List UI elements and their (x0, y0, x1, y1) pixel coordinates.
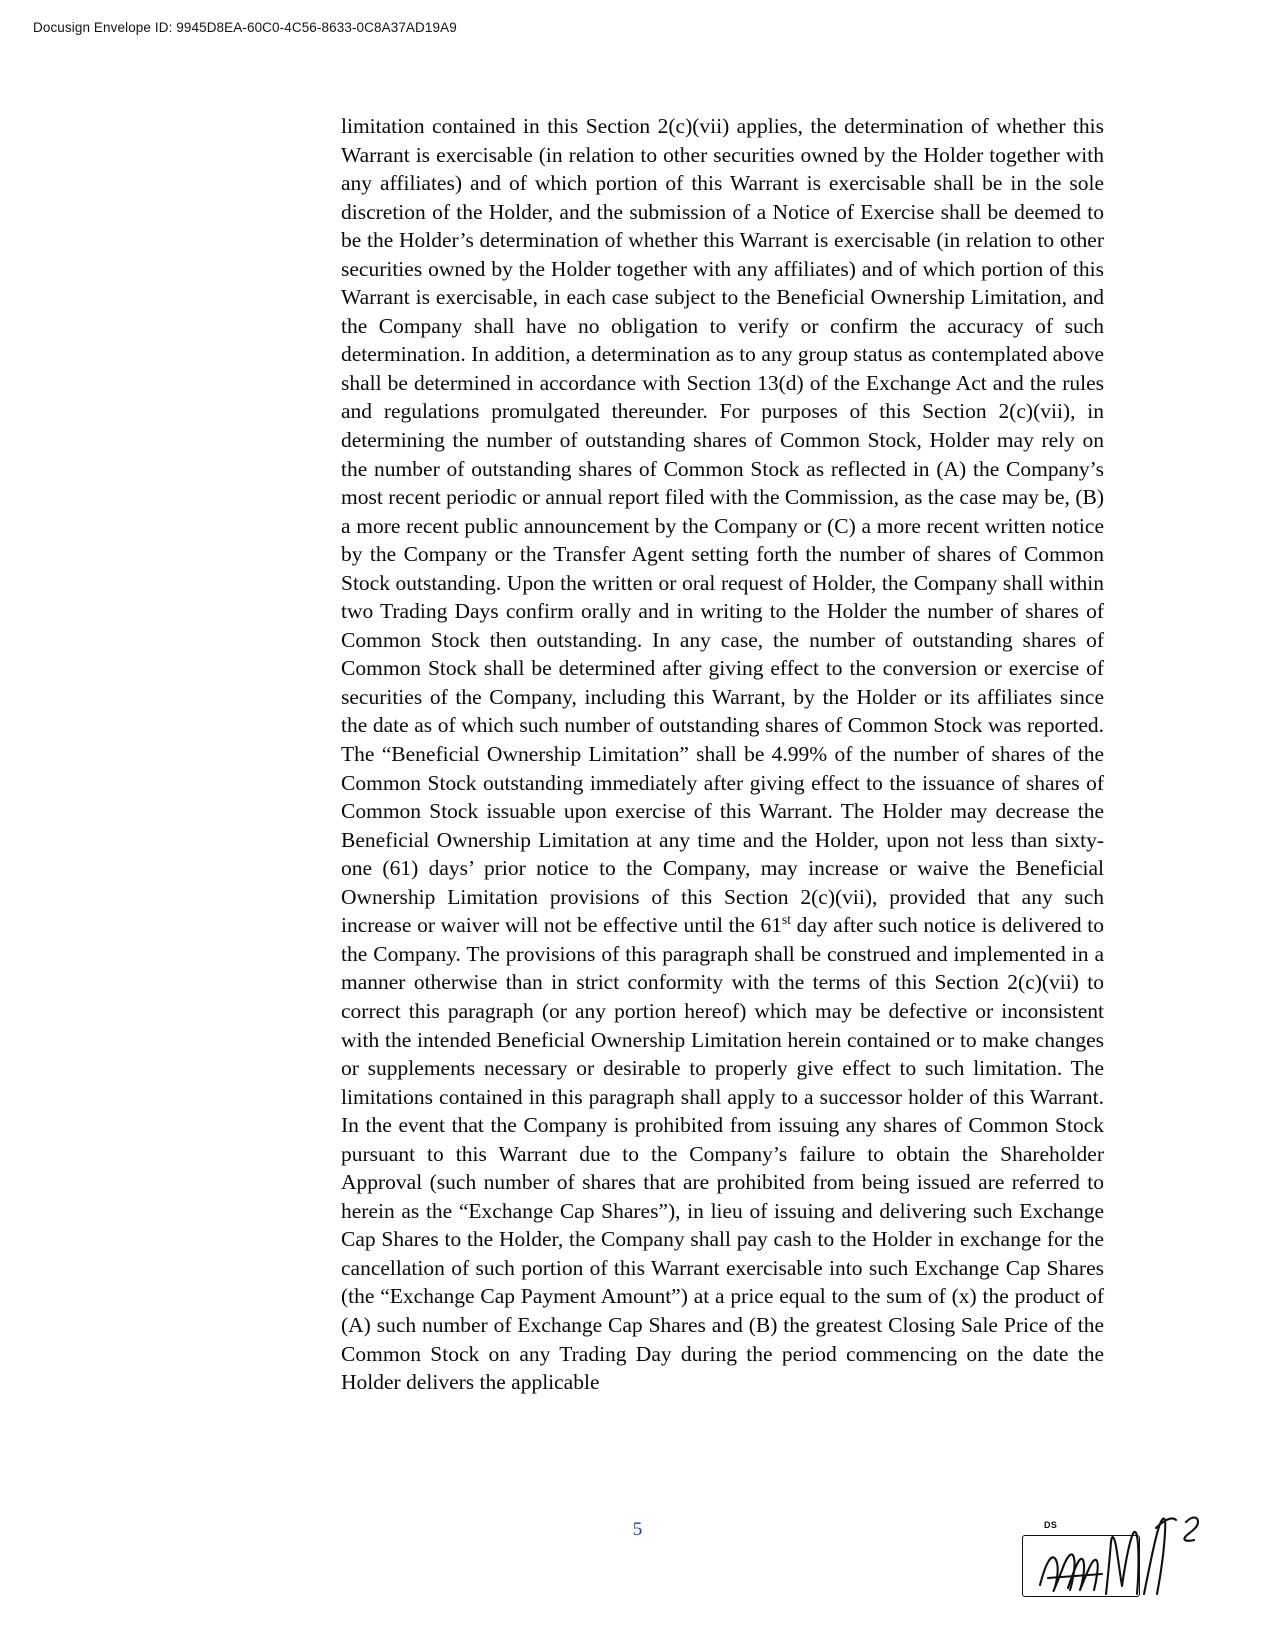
signature-block[interactable] (1010, 1490, 1225, 1640)
body-paragraph-part2: day after such notice is delivered to the Company. The provisions of this paragraph shall be construed and implemented in a manner otherwise than in strict conformity with the terms of this Section 2(c)(vii) to correct this paragraph (or any portion hereof) which may be defective or inconsistent with the intended Beneficial Ownership Limitation herein contained or to make changes or supplements necessary or desirable to properly give effect to such limitation. The limitations contained in this paragraph shall apply to a successor holder of this Warrant. In the event that the Company is prohibited from issuing any shares of Common Stock pursuant to this Warrant due to the Company’s failure to obtain the Shareholder Approval (such number of shares that are prohibited from being issued are referred to herein as the “Exchange Cap Shares”), in lieu of issuing and delivering such Exchange Cap Shares to the Holder, the Company shall pay cash to the Holder in exchange for the cancellation of such portion of this Warrant exercisable into such Exchange Cap Shares (the “Exchange Cap Payment Amount”) at a price equal to the sum of (x) the product of (A) such number of Exchange Cap Shares and (B) the greatest Closing Sale Price of the Common Stock on any Trading Day during the period commencing on the date the Holder delivers the applicable (341, 913, 1104, 1395)
body-paragraph-superscript: st (782, 912, 791, 928)
signature-field-box[interactable] (1022, 1535, 1140, 1597)
body-paragraph (341, 112, 1104, 1397)
body-paragraph-part1: limitation contained in this Section 2(c)(vii) applies, the determination of whether this Warrant is exercisable (in relation to other securities owned by the Holder together with any affiliates) and of which portion of this Warrant is exercisable shall be in the sole discretion of the Holder, and the submission of a Notice of Exercise shall be deemed to be the Holder’s determination of whether this Warrant is exercisable (in relation to other securities owned by the Holder together with any affiliates) and of which portion of this Warrant is exercisable, in each case subject to the Beneficial Ownership Limitation, and the Company shall have no obligation to verify or confirm the accuracy of such determination. In addition, a determination as to any group status as contemplated above shall be determined in accordance with Section 13(d) of the Exchange Act and the rules and regulations promulgated thereunder. For purposes of this Section 2(c)(vii), in determining the number of outstanding shares of Common Stock, Holder may rely on the number of outstanding shares of Common Stock as reflected in (A) the Company’s most recent periodic or annual report filed with the Commission, as the case may be, (B) a more recent public announcement by the Company or (C) a more recent written notice by the Company or the Transfer Agent setting forth the number of shares of Common Stock outstanding. Upon the written or oral request of Holder, the Company shall within two Trading Days confirm orally and in writing to the Holder the number of shares of Common Stock then outstanding. In any case, the number of outstanding shares of Common Stock shall be determined after giving effect to the conversion or exercise of securities of the Company, including this Warrant, by the Holder or its affiliates since the date as of which such number of outstanding shares of Common Stock was reported. The “Beneficial Ownership Limitation” shall be 4.99% of the number of shares of the Common Stock outstanding immediately after giving effect to the issuance of shares of Common Stock issuable upon exercise of this Warrant. The Holder may decrease the Beneficial Ownership Limitation at any time and the Holder, upon not less than sixty-one (61) days’ prior notice to the Company, may increase or waive the Beneficial Ownership Limitation provisions of this Section 2(c)(vii), provided that any such increase or waiver will not be effective until the 61 (341, 114, 1104, 938)
document-body (341, 112, 1104, 1397)
docusign-envelope-id: Docusign Envelope ID: 9945D8EA-60C0-4C56-8633-0C8A37AD19A9 (33, 20, 457, 35)
page-number: 5 (632, 1519, 643, 1540)
docusign-ds-tag: DS (1044, 1520, 1058, 1530)
